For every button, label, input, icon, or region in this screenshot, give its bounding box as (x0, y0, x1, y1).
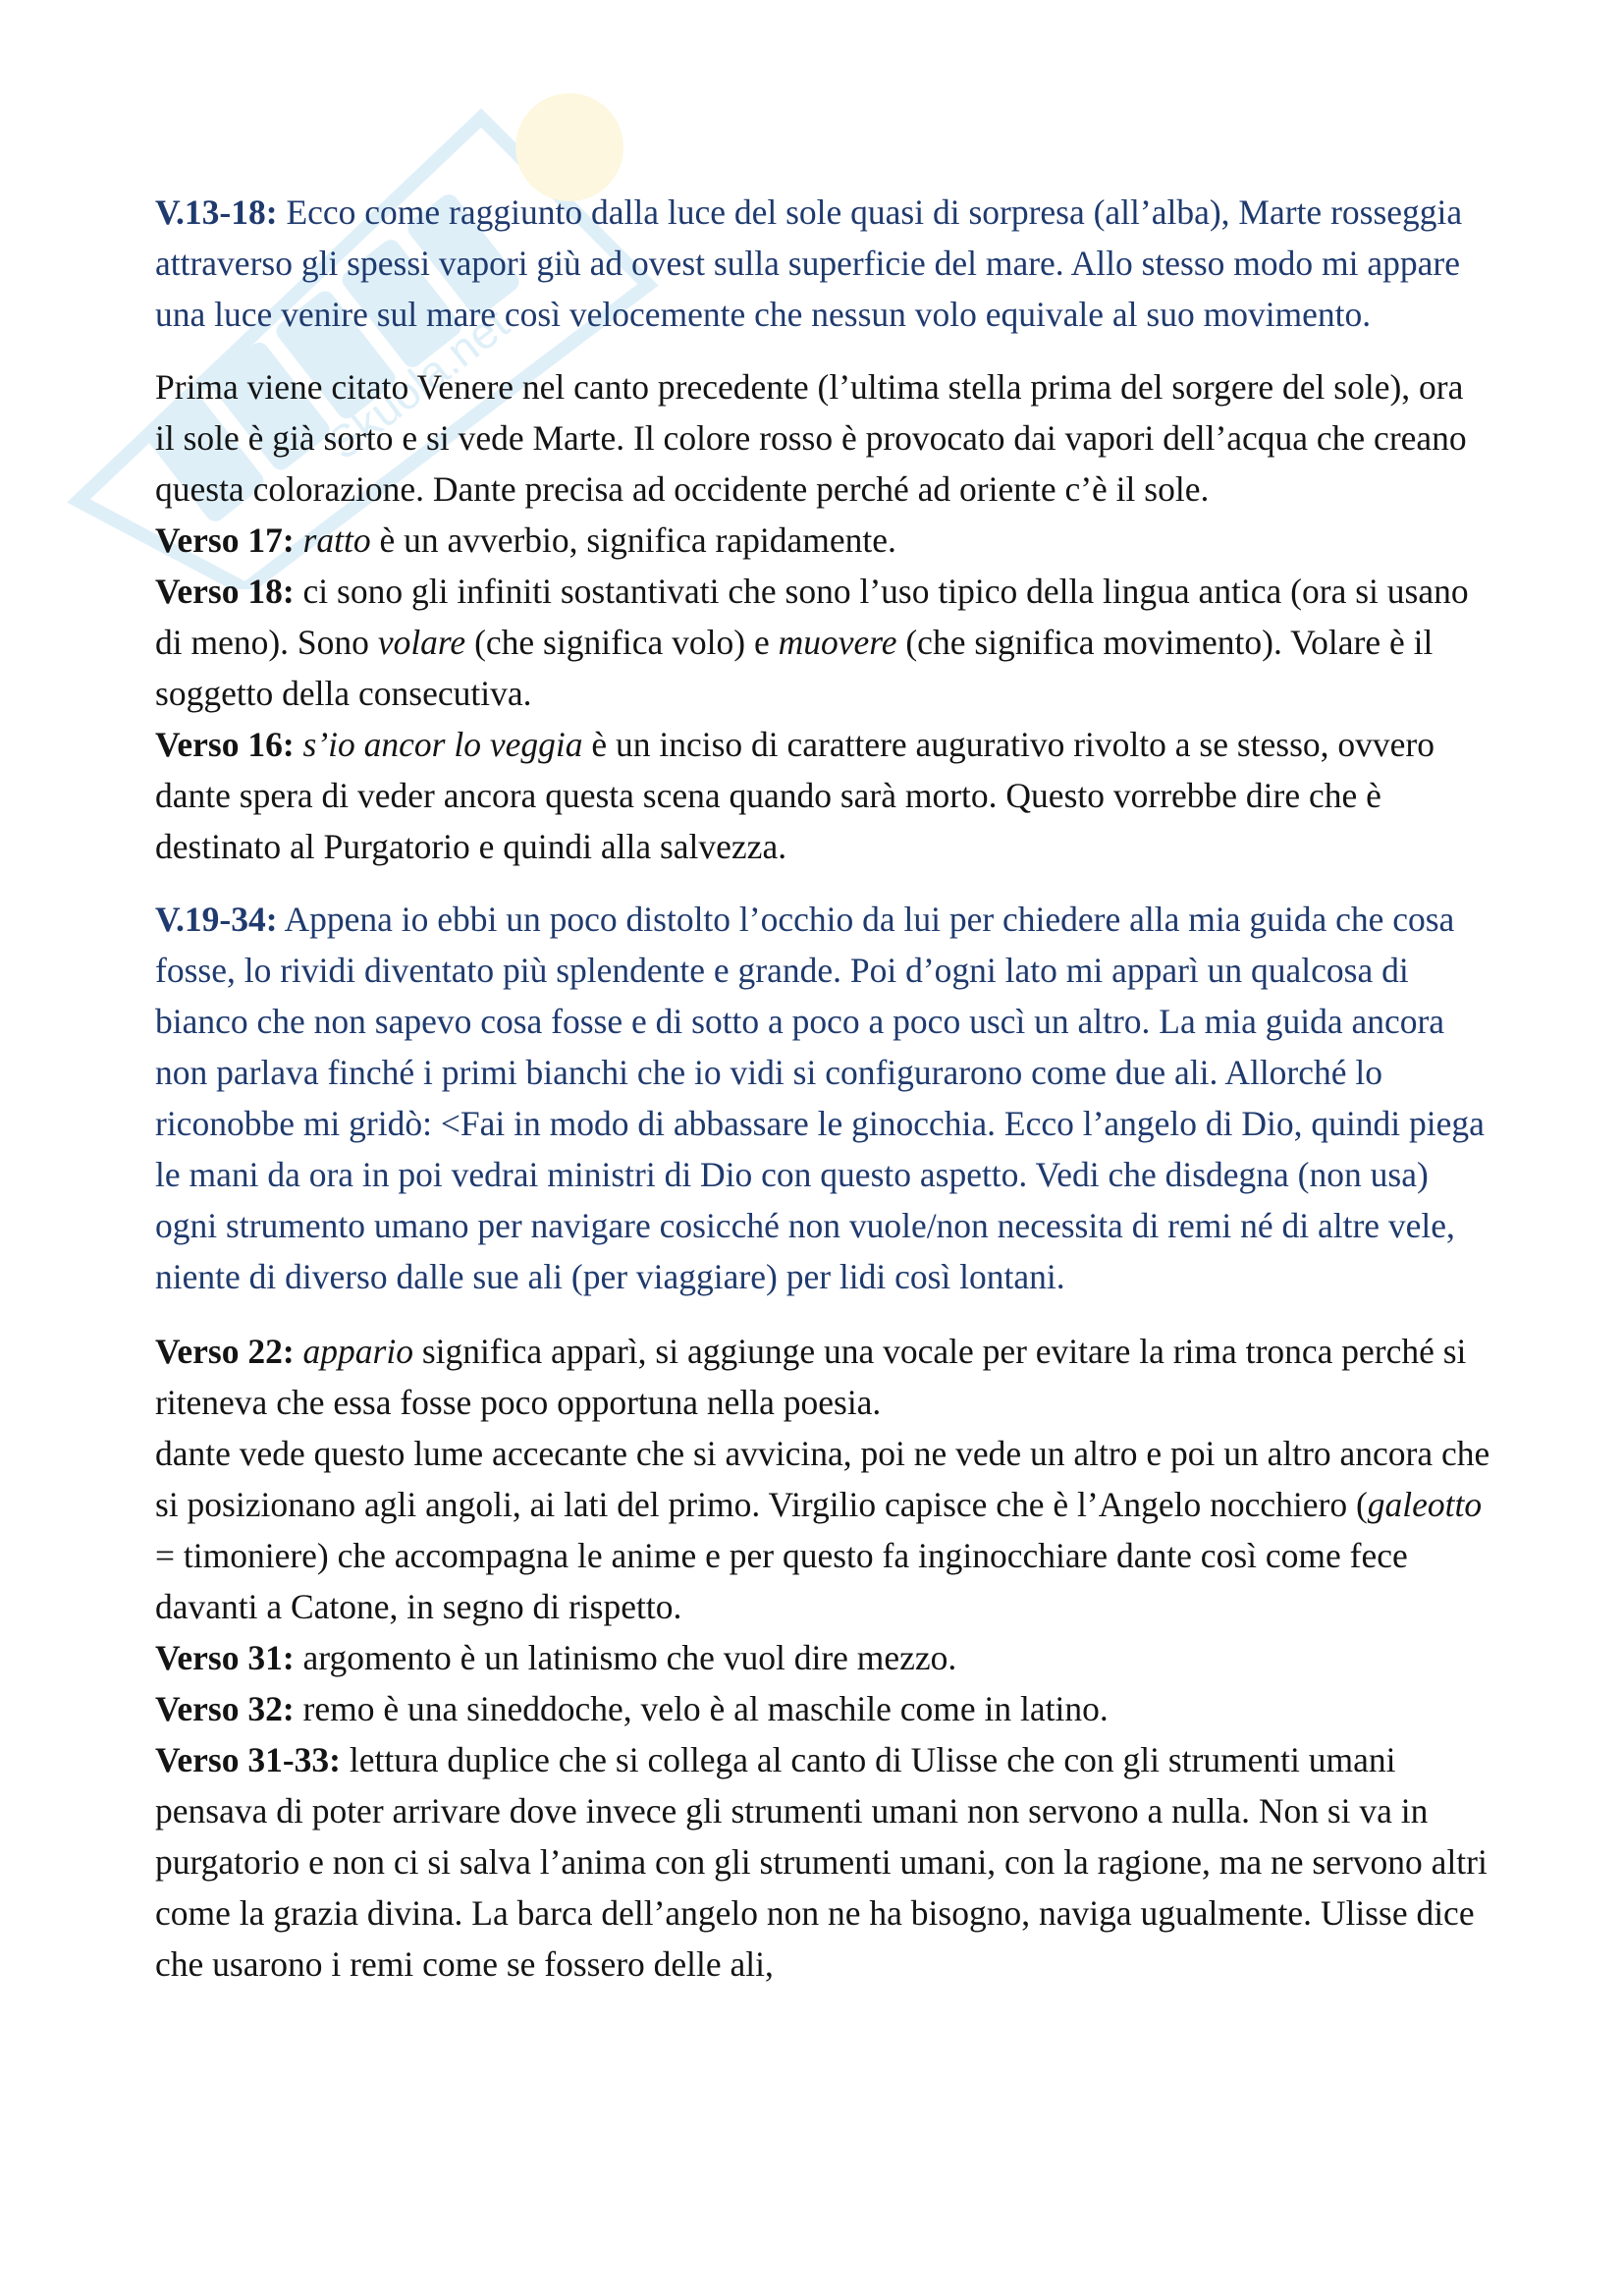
note-label: Verso 31: (155, 1638, 295, 1677)
commentary-paragraph: Prima viene citato Venere nel canto precedente (l’ultima stella prima del sorgere del sole), ora il sole è già sorto e si vede Marte. Il colore rosso è provocato dai vapori dell’acqua che creano questa colorazione. Dante precisa ad occidente perché ad oriente c’è il sole. (155, 367, 1467, 509)
translation-paragraph-v19-34 (155, 894, 1490, 1302)
note-label: Verso 18: (155, 572, 295, 611)
note-label: Verso 32: (155, 1689, 295, 1728)
note-label: Verso 22: (155, 1332, 295, 1371)
section-label: V.19-34: (155, 900, 278, 939)
note-verso-16: Verso 16: s’io ancor lo veggia è un inciso di carattere augurativo rivolto a se stesso, ovvero dante spera di veder ancora questa scena quando sarà morto. Questo vorrebbe dire che è destinato al Purgatorio e quindi alla salvezza. (155, 725, 1435, 866)
note-label: Verso 16: (155, 725, 295, 764)
commentary-paragraph-angel: dante vede questo lume accecante che si avvicina, poi ne vede un altro e poi un altro ancora che si posizionano agli angoli, ai lati del primo. Virgilio capisce che è l’Angelo nocchiero (galeotto = timoniere) che accompagna le anime e per questo fa inginocchiare dante così come fece davanti a Catone, in segno di rispetto. (155, 1434, 1490, 1626)
document-body (155, 187, 1490, 1990)
translation-text: Appena io ebbi un poco distolto l’occhio da lui per chiedere alla mia guida che cosa fosse, lo rividi diventato più splendente e grande. Poi d’ogni lato mi apparì un qualcosa di bianco che non sapevo cosa fosse e di sotto a poco a poco uscì un altro. La mia guida ancora non parlava finché i primi bianchi che io vidi si configurarono come due ali. Allorché lo riconobbe mi gridò: <Fai in modo di abbassare le ginocchia. Ecco l’angelo di Dio, quindi piega le mani da ora in poi vedrai ministri di Dio con questo aspetto. Vedi che disdegna (non usa) ogni strumento umano per navigare cosicché non vuole/non necessita di remi né di altre vele, niente di diverso dalle sue ali (per viaggiare) per lidi così lontani. (155, 900, 1485, 1296)
note-label: Verso 31-33: (155, 1740, 341, 1779)
note-verso-31-33: Verso 31-33: lettura duplice che si collega al canto di Ulisse che con gli strumenti umani pensava di poter arrivare dove invece gli strumenti umani non servono a nulla. Non si va in purgatorio e non ci si salva l’anima con gli strumenti umani, con la ragione, ma ne servono altri come la grazia divina. La barca dell’angelo non ne ha bisogno, naviga ugualmente. Ulisse dice che usarono i remi come se fossero delle ali, (155, 1740, 1488, 1984)
note-verso-32: Verso 32: remo è una sineddoche, velo è al maschile come in latino. (155, 1689, 1109, 1728)
note-verso-31: Verso 31: argomento è un latinismo che vuol dire mezzo. (155, 1638, 957, 1677)
note-verso-22: Verso 22: appario significa apparì, si aggiunge una vocale per evitare la rima tronca perché si riteneva che essa fosse poco opportuna nella poesia. (155, 1332, 1467, 1422)
note-label: Verso 17: (155, 520, 295, 560)
section-label: V.13-18: (155, 192, 278, 232)
note-verso-17: Verso 17: ratto è un avverbio, significa rapidamente. (155, 520, 896, 560)
translation-text: Ecco come raggiunto dalla luce del sole quasi di sorpresa (all’alba), Marte rosseggia attraverso gli spessi vapori giù ad ovest sulla superficie del mare. Allo stesso modo mi appare una luce venire sul mare così velocemente che nessun volo equivale al suo movimento. (155, 192, 1463, 334)
watermark-text: Skuola.net (318, 298, 518, 469)
translation-paragraph-v13-18 (155, 187, 1490, 340)
note-verso-18: Verso 18: ci sono gli infiniti sostantivati che sono l’uso tipico della lingua antica (ora si usano di meno). Sono volare (che significa volo) e muovere (che significa movimento). Volare è il soggetto della consecutiva. (155, 572, 1469, 713)
